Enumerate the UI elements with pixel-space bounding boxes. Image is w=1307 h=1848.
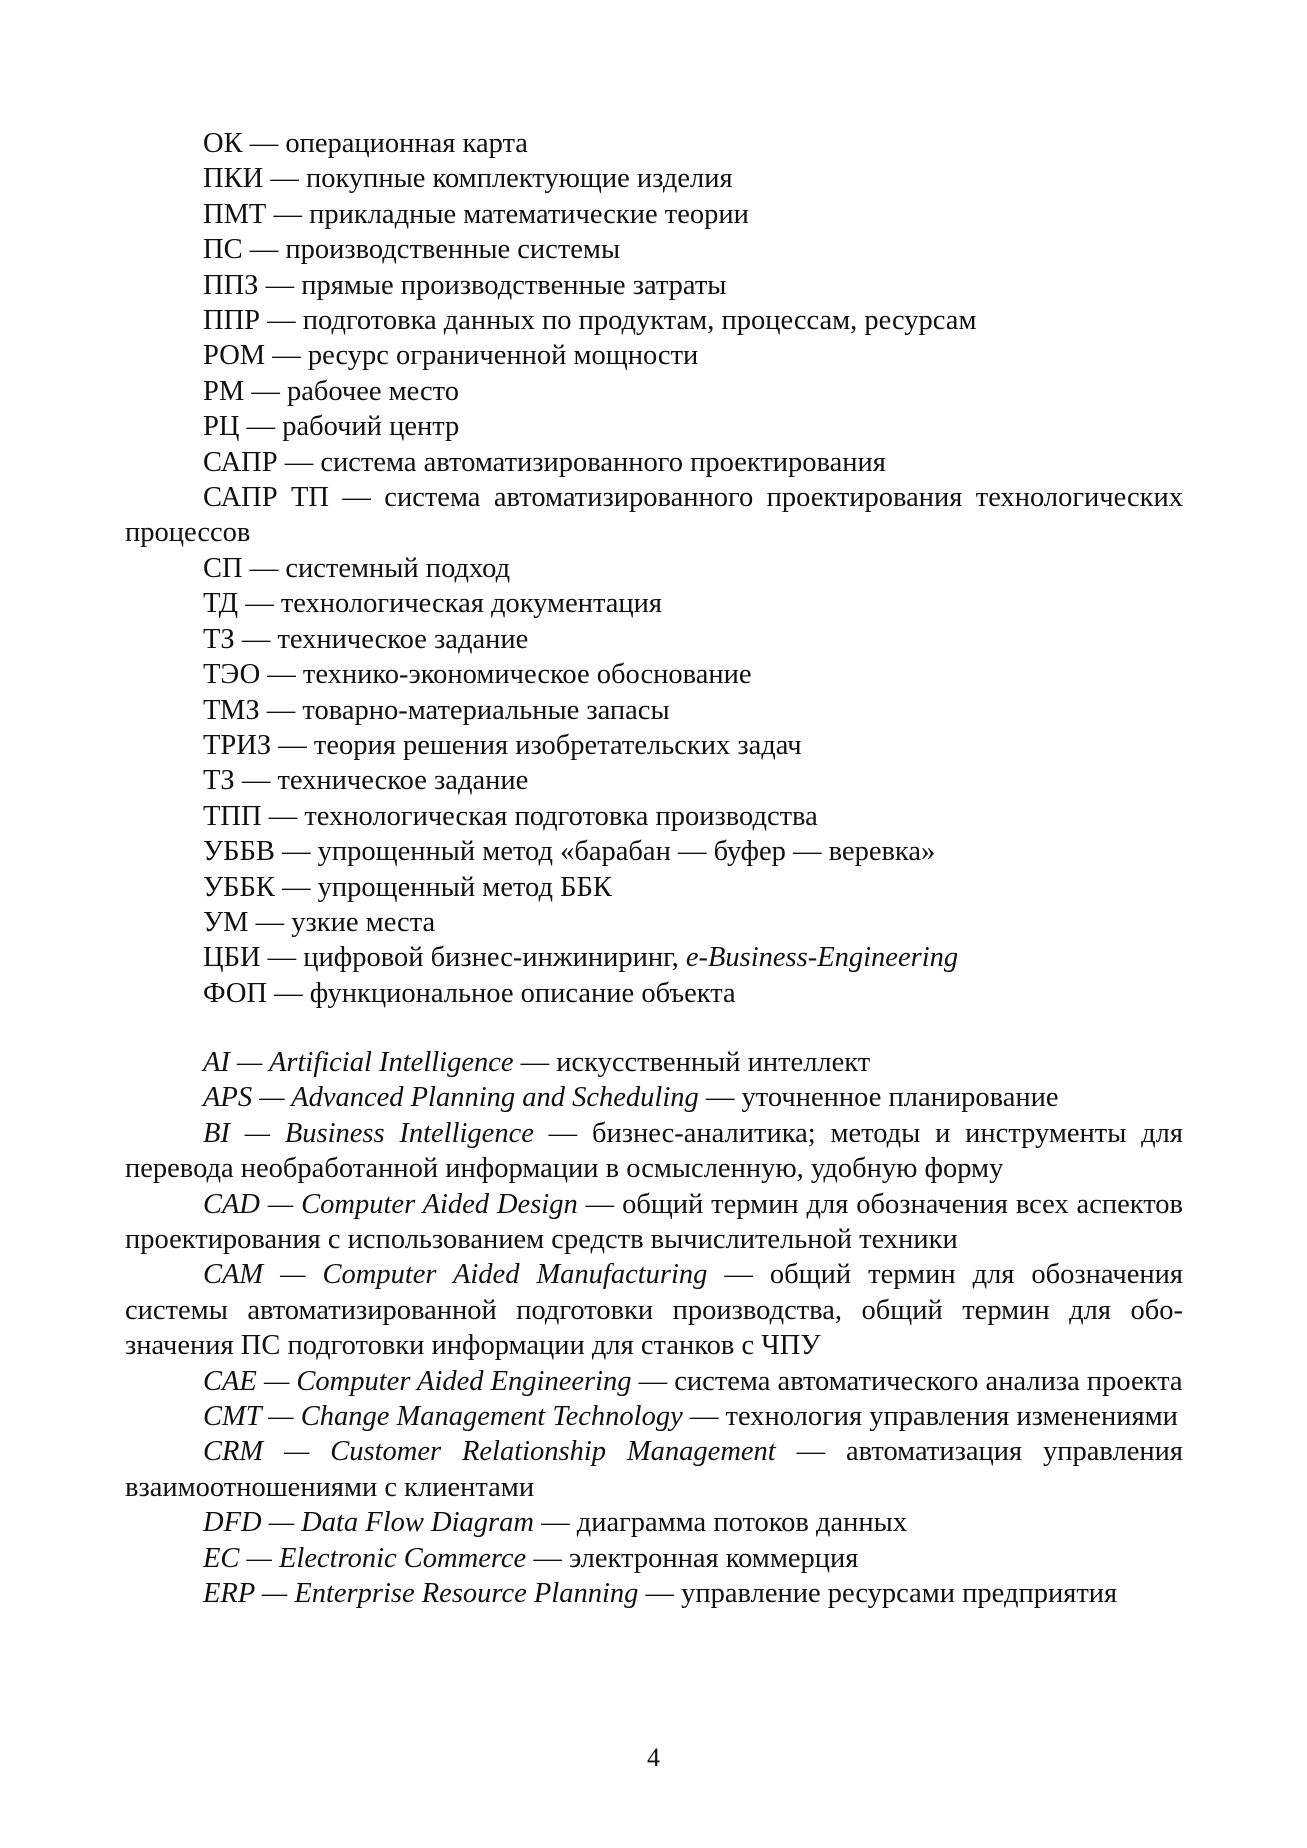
abbreviation-definition: прикладные математические теории	[309, 198, 749, 230]
glossary-expansion: Computer Aided Engineering	[296, 1365, 632, 1397]
abbreviation-entry	[125, 126, 1183, 161]
glossary-entry	[125, 1257, 1183, 1363]
glossary-entry	[125, 1045, 1183, 1080]
abbreviation-term: ТМЗ	[203, 694, 260, 726]
abbreviation-term: ТЗ	[203, 623, 235, 655]
abbreviation-term: САПР ТП	[203, 482, 329, 514]
glossary-definition: диаграмма потоков данных	[576, 1507, 908, 1539]
abbreviation-term: ФОП	[203, 977, 268, 1009]
abbreviation-entry	[125, 728, 1183, 763]
dash-separator: —	[265, 340, 308, 372]
abbreviation-definition: техническое задание	[277, 623, 529, 655]
glossary-expansion: Business Intelligence	[284, 1117, 534, 1149]
glossary-entry	[125, 1080, 1183, 1115]
glossary-entry	[125, 1541, 1183, 1576]
glossary-term: CAE	[203, 1365, 257, 1397]
abbreviation-entry	[125, 870, 1183, 905]
glossary-expansion: Electronic Commerce	[279, 1542, 527, 1574]
dash-separator: —	[274, 836, 318, 868]
abbreviation-entry	[125, 905, 1183, 940]
abbreviation-definition: операционная карта	[285, 128, 528, 159]
glossary-entry	[125, 1364, 1183, 1399]
glossary-definition: общий термин для обозначения системы автоматизированной подготовки производства, общий термин для обозначения ПС подготовки информации для станков с ЧПУ	[125, 1259, 1184, 1362]
abbreviation-entry	[125, 409, 1183, 444]
glossary-entry	[125, 1505, 1183, 1540]
abbreviation-definition: рабочее место	[286, 375, 459, 407]
abbreviation-entry	[125, 161, 1183, 196]
dash-separator: —	[260, 305, 303, 337]
glossary-expansion: Customer Relationship Management	[330, 1436, 776, 1468]
dash-separator: —	[248, 906, 292, 938]
glossary-term: CRM	[203, 1436, 264, 1468]
glossary-entry	[125, 1399, 1183, 1434]
abbreviation-entry	[125, 622, 1183, 657]
abbreviation-definition: прямые производственные затраты	[301, 269, 727, 301]
glossary-entry	[125, 1576, 1183, 1611]
glossary-term: CAM	[203, 1259, 264, 1291]
glossary-term: AI	[203, 1047, 230, 1078]
abbreviation-term: ОК	[203, 128, 243, 159]
dash-separator: —	[277, 446, 321, 478]
dash-separator: —	[254, 1578, 295, 1610]
glossary-entry	[125, 1434, 1183, 1505]
abbreviation-entry	[125, 586, 1183, 621]
abbreviation-definition-latin: e-Business-Engineering	[685, 942, 959, 974]
abbreviation-entry	[125, 268, 1183, 303]
abbreviation-definition: покупные комплектующие изделия	[305, 163, 733, 195]
abbreviation-definition: система автоматизированного проектирования	[320, 446, 886, 478]
abbreviation-definition: технико-экономическое обоснование	[302, 659, 752, 691]
glossary-expansion: Enterprise Resource Planning	[294, 1578, 639, 1610]
dash-separator: —	[271, 729, 314, 761]
glossary-definition: общий термин для обозначения всех аспектов проектирования с использованием средств вычислительной техники	[125, 1188, 1184, 1256]
dash-separator: —	[261, 1401, 301, 1433]
dash-separator: —	[263, 163, 306, 195]
dash-separator: —	[526, 1542, 569, 1574]
abbreviation-entry	[125, 480, 1183, 551]
abbreviation-term: ТЗ	[203, 765, 235, 797]
dash-separator: —	[533, 1117, 592, 1149]
dash-separator: —	[260, 942, 304, 974]
dash-separator: —	[533, 1507, 577, 1539]
dash-separator: —	[239, 411, 283, 443]
dash-separator: —	[263, 1436, 331, 1468]
glossary-term: BI	[203, 1117, 230, 1149]
abbreviation-definition: узкие места	[291, 906, 436, 938]
dash-separator: —	[258, 269, 302, 301]
glossary-term: CAD	[203, 1188, 260, 1220]
dash-separator: —	[638, 1578, 682, 1610]
glossary-expansion: Computer Aided Design	[301, 1188, 578, 1220]
glossary-expansion: Computer Aided Manufacturing	[322, 1259, 708, 1291]
dash-separator: —	[229, 1117, 285, 1149]
abbreviation-definition: производственные системы	[285, 234, 621, 266]
abbreviation-term: ТРИЗ	[203, 729, 272, 761]
dash-separator: —	[577, 1188, 623, 1220]
abbreviation-entry	[125, 976, 1183, 1011]
abbreviation-definition: теория решения изобретательских задач	[313, 729, 802, 761]
abbreviation-entry	[125, 657, 1183, 692]
dash-separator: —	[707, 1259, 770, 1291]
abbreviation-term: РОМ	[203, 340, 266, 372]
abbreviation-entry	[125, 940, 1183, 975]
dash-separator: —	[631, 1365, 675, 1397]
abbreviation-term: УББВ	[203, 836, 275, 868]
dash-separator: —	[252, 1082, 292, 1114]
abbreviation-definition: функциональное описание объекта	[309, 977, 736, 1009]
glossary-entry	[125, 1116, 1183, 1187]
glossary-expansion: Artificial Intelligence	[268, 1047, 514, 1078]
abbreviation-definition: цифровой бизнес-инжиниринг,	[303, 942, 686, 974]
english-glossary-list	[125, 1045, 1183, 1612]
dash-separator: —	[261, 1507, 302, 1539]
abbreviation-term: ПС	[203, 234, 243, 266]
russian-abbreviations-list	[125, 126, 1183, 1011]
glossary-expansion: Advanced Planning and Scheduling	[291, 1082, 699, 1114]
dash-separator: —	[238, 588, 281, 620]
abbreviation-entry	[125, 445, 1183, 480]
glossary-definition: искусственный интеллект	[556, 1047, 871, 1078]
dash-separator: —	[267, 977, 310, 1009]
abbreviation-entry	[125, 374, 1183, 409]
glossary-term: DFD	[203, 1507, 262, 1539]
dash-separator: —	[682, 1401, 726, 1433]
abbreviation-definition: система автоматизированного проектирования технологических процессов	[125, 482, 1183, 549]
dash-separator: —	[274, 871, 318, 903]
page-number: 4	[647, 1743, 660, 1772]
dash-separator: —	[234, 765, 278, 797]
abbreviation-entry	[125, 834, 1183, 869]
abbreviation-entry	[125, 693, 1183, 728]
abbreviation-term: РЦ	[203, 411, 240, 443]
dash-separator: —	[260, 659, 303, 691]
dash-separator: —	[234, 623, 278, 655]
dash-separator: —	[242, 552, 286, 584]
dash-separator: —	[698, 1082, 742, 1114]
abbreviation-term: ППР	[203, 305, 261, 337]
abbreviation-definition: рабочий центр	[282, 411, 460, 443]
abbreviation-entry	[125, 197, 1183, 232]
dash-separator: —	[513, 1047, 557, 1078]
abbreviation-definition: товарно-материальные запасы	[302, 694, 670, 726]
abbreviation-entry	[125, 232, 1183, 267]
abbreviation-entry	[125, 799, 1183, 834]
dash-separator: —	[256, 1365, 297, 1397]
abbreviation-term: ТД	[203, 588, 239, 620]
abbreviation-term: РМ	[203, 375, 245, 407]
glossary-definition: управление ресурсами предприятия	[681, 1578, 1118, 1610]
glossary-expansion: Data Flow Diagram	[301, 1507, 534, 1539]
dash-separator: —	[263, 1259, 323, 1291]
abbreviation-entry	[125, 338, 1183, 373]
glossary-entry	[125, 1187, 1183, 1258]
abbreviation-term: ПКИ	[203, 163, 264, 195]
glossary-term: EC	[203, 1542, 240, 1574]
glossary-definition: электронная коммерция	[568, 1542, 859, 1574]
dash-separator: —	[239, 1542, 280, 1574]
abbreviation-definition: техническое задание	[277, 765, 529, 797]
dash-separator: —	[242, 128, 286, 159]
dash-separator: —	[260, 1188, 302, 1220]
abbreviation-definition: упрощенный метод «барабан — буфер — веревка»	[317, 836, 936, 868]
abbreviation-entry	[125, 763, 1183, 798]
abbreviation-term: СП	[203, 552, 243, 584]
abbreviation-entry	[125, 303, 1183, 338]
glossary-expansion: Change Management Technology	[300, 1401, 683, 1433]
dash-separator: —	[244, 375, 287, 407]
abbreviation-term: УМ	[203, 906, 249, 938]
abbreviation-term: САПР	[203, 446, 278, 478]
glossary-definition: уточненное планирование	[741, 1082, 1059, 1114]
abbreviation-term: ППЗ	[203, 269, 259, 301]
dash-separator: —	[261, 800, 305, 832]
dash-separator: —	[229, 1047, 269, 1078]
abbreviation-entry	[125, 551, 1183, 586]
glossary-definition: бизнес-аналитика; методы и инструменты для перевода необработанной информации в осмысленную, удобную форму	[125, 1117, 1184, 1185]
glossary-definition: автоматизация управления взаимоотношениями с клиентами	[125, 1436, 1183, 1503]
abbreviation-definition: подготовка данных по продуктам, процессам, ресурсам	[302, 305, 977, 337]
dash-separator: —	[329, 482, 385, 514]
abbreviation-term: УББК	[203, 871, 275, 903]
glossary-definition: система автоматического анализа проекта	[674, 1365, 1183, 1397]
abbreviation-term: ЦБИ	[203, 942, 261, 974]
abbreviation-definition: технологическая подготовка производства	[304, 800, 818, 832]
dash-separator: —	[775, 1436, 846, 1468]
abbreviation-definition: технологическая документация	[280, 588, 663, 620]
dash-separator: —	[259, 694, 303, 726]
glossary-term: APS	[203, 1082, 253, 1114]
abbreviation-term: ТПП	[203, 800, 262, 832]
glossary-term: CMT	[203, 1401, 262, 1433]
abbreviation-term: ТЭО	[203, 659, 261, 691]
abbreviation-term: ПМТ	[203, 198, 267, 230]
abbreviation-definition: ресурс ограниченной мощности	[307, 340, 699, 372]
glossary-term: ERP	[203, 1578, 255, 1610]
dash-separator: —	[266, 198, 310, 230]
abbreviation-definition: системный подход	[285, 552, 511, 584]
glossary-definition: технология управления изменениями	[725, 1401, 1178, 1433]
dash-separator: —	[242, 234, 286, 266]
abbreviation-definition: упрощенный метод ББК	[317, 871, 612, 903]
